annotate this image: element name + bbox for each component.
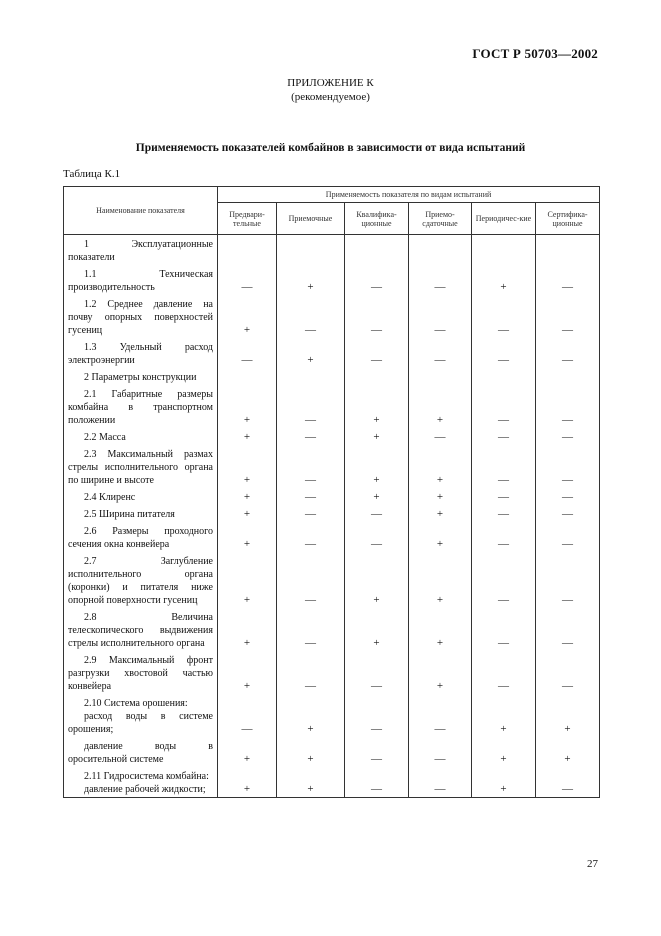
indicator-name-line: 2.5 Ширина питателя [84, 509, 175, 520]
indicator-name [64, 552, 218, 608]
applicability-mark: + [218, 488, 277, 505]
column-header: Квалифика-ционные [345, 203, 409, 235]
applicability-mark: — [345, 505, 409, 522]
applicability-mark: — [472, 608, 536, 651]
applicability-mark: — [409, 694, 472, 737]
applicability-mark: — [472, 488, 536, 505]
applicability-mark: — [277, 552, 345, 608]
applicability-mark: — [409, 767, 472, 798]
applicability-mark: — [345, 338, 409, 368]
table-row [64, 428, 600, 445]
indicator-name [64, 385, 218, 428]
applicability-mark: — [409, 295, 472, 338]
table-row [64, 608, 600, 651]
column-header: Приемочные [277, 203, 345, 235]
table-row [64, 368, 600, 385]
applicability-mark [277, 235, 345, 266]
applicability-mark [472, 368, 536, 385]
column-header: Приемо-сдаточные [409, 203, 472, 235]
applicability-mark: — [536, 265, 600, 295]
appendix-title: ПРИЛОЖЕНИЕ К [287, 77, 374, 89]
indicator-name-line: 2.6 Размеры проходного сечения окна конвейера [68, 526, 213, 550]
indicator-name-line: 2.8 Величина телескопического выдвижения стрелы исполнительного органа [68, 612, 213, 649]
indicator-name [64, 445, 218, 488]
applicability-mark [472, 235, 536, 266]
applicability-mark: — [345, 694, 409, 737]
column-header: Сертифика-ционные [536, 203, 600, 235]
applicability-mark: — [409, 428, 472, 445]
applicability-mark: — [536, 428, 600, 445]
indicator-name-line: 2.7 Заглубление исполнительного органа (коронки) и питателя ниже опорной поверхности гусениц [68, 556, 213, 606]
applicability-mark: — [277, 505, 345, 522]
table-row [64, 385, 600, 428]
applicability-mark: — [472, 522, 536, 552]
indicator-name-line: 2.9 Максимальный фронт разгрузки хвостовой частью конвейера [68, 655, 213, 692]
applicability-mark: — [218, 265, 277, 295]
applicability-mark: — [345, 737, 409, 767]
section-heading: Применяемость показателей комбайнов в зависимости от вида испытаний [135, 142, 526, 154]
applicability-mark: — [472, 445, 536, 488]
indicator-name [64, 608, 218, 651]
appendix-subtitle: (рекомендуемое) [291, 91, 370, 103]
applicability-mark: — [536, 651, 600, 694]
indicator-name-line: давление рабочей жидкости; [84, 784, 206, 795]
column-header: Периодичес-кие [472, 203, 536, 235]
applicability-mark: — [409, 338, 472, 368]
applicability-mark: — [472, 651, 536, 694]
indicator-name [64, 428, 218, 445]
table-row [64, 488, 600, 505]
applicability-mark [277, 368, 345, 385]
applicability-mark: + [218, 522, 277, 552]
applicability-mark: — [536, 385, 600, 428]
applicability-mark: — [536, 552, 600, 608]
applicability-mark: — [277, 608, 345, 651]
applicability-mark: + [472, 694, 536, 737]
appendix-block [0, 76, 661, 104]
applicability-mark: — [536, 338, 600, 368]
applicability-mark: — [277, 295, 345, 338]
applicability-mark [536, 235, 600, 266]
indicator-name-line: 2.3 Максимальный размах стрелы исполнительного органа по ширине и высоте [68, 449, 213, 486]
applicability-mark: — [345, 522, 409, 552]
applicability-mark: — [472, 552, 536, 608]
applicability-mark: + [472, 767, 536, 798]
applicability-mark [409, 235, 472, 266]
table-caption: Таблица К.1 [63, 168, 121, 180]
indicator-name [64, 338, 218, 368]
applicability-mark: — [472, 428, 536, 445]
applicability-mark: — [218, 694, 277, 737]
applicability-mark: — [277, 488, 345, 505]
indicator-name [64, 265, 218, 295]
indicator-name [64, 505, 218, 522]
applicability-mark [345, 368, 409, 385]
applicability-mark: + [409, 445, 472, 488]
applicability-mark: — [536, 608, 600, 651]
indicator-name [64, 235, 218, 266]
applicability-mark: + [345, 385, 409, 428]
applicability-mark: + [345, 428, 409, 445]
applicability-mark [345, 235, 409, 266]
applicability-mark: + [345, 552, 409, 608]
applicability-mark: — [536, 767, 600, 798]
applicability-mark [218, 235, 277, 266]
applicability-mark: + [409, 651, 472, 694]
applicability-mark: + [409, 522, 472, 552]
applicability-mark: + [218, 385, 277, 428]
indicator-name [64, 488, 218, 505]
applicability-mark: — [536, 295, 600, 338]
indicator-name-line: 2.10 Система орошения: [84, 698, 188, 709]
applicability-mark: — [409, 737, 472, 767]
table-row [64, 338, 600, 368]
applicability-mark: + [472, 265, 536, 295]
indicator-name-line: 2.11 Гидросистема комбайна: [84, 771, 209, 782]
applicability-mark: — [345, 295, 409, 338]
indicator-name-line: давление воды в оросительной системе [68, 741, 213, 765]
indicator-name [64, 651, 218, 694]
applicability-mark: + [472, 737, 536, 767]
table-row [64, 737, 600, 767]
applicability-mark: + [277, 338, 345, 368]
applicability-mark: + [409, 385, 472, 428]
applicability-mark: + [345, 445, 409, 488]
applicability-mark: + [409, 552, 472, 608]
applicability-mark: + [218, 505, 277, 522]
applicability-mark: + [409, 505, 472, 522]
indicator-name-line: 1 Эксплуатационные показатели [68, 239, 213, 263]
applicability-mark: + [409, 488, 472, 505]
applicability-mark: — [277, 651, 345, 694]
indicator-name-line: 1.1 Техническая производительность [68, 269, 213, 293]
applicability-mark: + [218, 428, 277, 445]
applicability-mark: — [277, 428, 345, 445]
table-row [64, 265, 600, 295]
indicator-name-line: 1.2 Среднее давление на почву опорных поверхностей гусениц [68, 299, 213, 336]
applicability-mark: + [345, 608, 409, 651]
table-row [64, 445, 600, 488]
applicability-table [63, 186, 600, 798]
indicator-name-line: 2 Параметры конструкции [84, 372, 197, 383]
applicability-mark: — [472, 295, 536, 338]
indicator-name-line: расход воды в системе орошения; [68, 711, 213, 735]
indicator-name-line: 1.3 Удельный расход электроэнергии [68, 342, 213, 366]
applicability-mark: + [277, 737, 345, 767]
applicability-mark: — [277, 445, 345, 488]
column-header: Предвари-тельные [218, 203, 277, 235]
applicability-mark: + [277, 694, 345, 737]
applicability-mark: — [536, 488, 600, 505]
table-row [64, 694, 600, 737]
applicability-mark: + [218, 445, 277, 488]
applicability-mark: + [218, 651, 277, 694]
applicability-mark: — [536, 522, 600, 552]
indicator-name [64, 767, 218, 798]
table-row [64, 295, 600, 338]
table-row [64, 651, 600, 694]
applicability-mark: — [345, 265, 409, 295]
applicability-mark: — [345, 767, 409, 798]
applicability-mark: + [218, 552, 277, 608]
applicability-mark: — [345, 651, 409, 694]
applicability-mark [536, 368, 600, 385]
applicability-mark: + [277, 265, 345, 295]
applicability-mark: — [409, 265, 472, 295]
standard-number: ГОСТ Р 50703—2002 [472, 46, 598, 61]
applicability-mark: + [409, 608, 472, 651]
indicator-name [64, 694, 218, 737]
table-row [64, 552, 600, 608]
indicator-name-line: 2.4 Клиренс [84, 492, 136, 503]
applicability-mark: + [218, 608, 277, 651]
applicability-mark: — [218, 338, 277, 368]
applicability-mark: + [218, 737, 277, 767]
table-row [64, 767, 600, 798]
table-row [64, 522, 600, 552]
indicator-name [64, 522, 218, 552]
applicability-mark: — [277, 385, 345, 428]
applicability-mark: — [536, 445, 600, 488]
name-column-header: Наименование показателя [64, 187, 218, 235]
applicability-mark [218, 368, 277, 385]
indicator-name-line: 2.2 Масса [84, 432, 126, 443]
indicator-name [64, 368, 218, 385]
applicability-mark: — [277, 522, 345, 552]
group-column-header: Применяемость показателя по видам испытаний [218, 187, 600, 203]
applicability-mark: — [472, 505, 536, 522]
indicator-name-line: 2.1 Габаритные размеры комбайна в транспортном положении [68, 389, 213, 426]
applicability-mark: + [277, 767, 345, 798]
applicability-mark: + [218, 295, 277, 338]
applicability-mark: + [345, 488, 409, 505]
indicator-name [64, 737, 218, 767]
page-number: 27 [587, 858, 598, 870]
applicability-mark: — [536, 505, 600, 522]
applicability-mark: + [536, 694, 600, 737]
table-row [64, 505, 600, 522]
applicability-mark: + [218, 767, 277, 798]
applicability-mark [409, 368, 472, 385]
applicability-mark: — [472, 385, 536, 428]
applicability-mark: + [536, 737, 600, 767]
table-row [64, 235, 600, 266]
indicator-name [64, 295, 218, 338]
applicability-mark: — [472, 338, 536, 368]
